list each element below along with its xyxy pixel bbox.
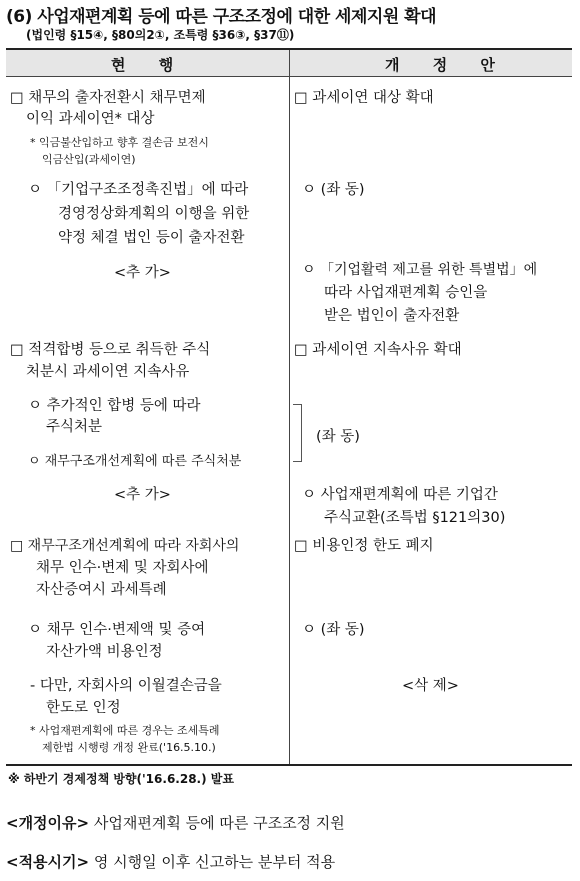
current-footnote-2: * 사업재편계획에 따른 경우는 조세특례 (30, 724, 220, 737)
current-item-2: □ 적격합병 등으로 취득한 주식 (10, 342, 211, 358)
proposed-subitem-2-cont: 주식교환(조특법 §121의30) (324, 510, 506, 526)
proposed-item-3: □ 비용인정 한도 폐지 (294, 538, 434, 554)
current-subitem-1-l2: 경영정상화계획의 이행을 위한 (58, 206, 250, 222)
proposed-deleted: <삭 제> (402, 678, 459, 694)
footnote: ※ 하반기 경제정책 방향('16.6.28.) 발표 (8, 772, 234, 786)
reason-label: <개정이유> (6, 814, 90, 832)
current-subitem-4-cont: 자산가액 비용인정 (46, 644, 163, 660)
current-item-1: □ 채무의 출자전환시 채무면제 (10, 90, 206, 106)
current-subitem-1: ㅇ 「기업구조조정촉진법」에 따라 (28, 182, 249, 198)
current-subitem-1-l3: 약정 체결 법인 등이 출자전환 (58, 230, 245, 246)
proposed-subitem-2: ㅇ 사업재편계획에 따른 기업간 (302, 487, 498, 503)
amendment-reason (6, 812, 345, 833)
current-proviso-cont: 한도로 인정 (46, 700, 121, 716)
current-footnote-1-cont: 익금산입(과세이연) (42, 153, 136, 166)
current-added-1: <추 가> (114, 265, 171, 281)
application-timing (6, 851, 335, 872)
current-footnote-1: * 익금불산입하고 향후 결손금 보전시 (30, 136, 209, 149)
current-item-1-cont: 이익 과세이연* 대상 (26, 111, 155, 127)
current-subitem-2: ㅇ 추가적인 합병 등에 따라 (28, 398, 201, 414)
current-proviso: - 다만, 자회사의 이월결손금을 (30, 678, 222, 694)
proposed-same-1: ㅇ (좌 동) (302, 182, 365, 198)
column-divider (289, 50, 290, 764)
proposed-item-1: □ 과세이연 대상 확대 (294, 90, 434, 106)
section-subtitle: (법인령 §15④, §80의2①, 조특령 §36③, §37⑪) (26, 28, 295, 42)
proposed-same-2: (좌 동) (316, 429, 360, 445)
current-item-3-l3: 자산증여시 과세특례 (36, 582, 167, 598)
proposed-subitem-1-l2: 따라 사업재편계획 승인을 (324, 285, 488, 301)
current-item-2-cont: 처분시 과세이연 지속사유 (26, 364, 190, 380)
timing-text: 영 시행일 이후 신고하는 분부터 적용 (89, 853, 336, 871)
current-added-2: <추 가> (114, 487, 171, 503)
current-item-3: □ 재무구조개선계획에 따라 자회사의 (10, 538, 240, 554)
current-subitem-3: ㅇ 재무구조개선계획에 따른 주식처분 (28, 454, 242, 469)
comparison-table (6, 48, 572, 766)
bracket-mark (293, 404, 302, 462)
proposed-subitem-1-l3: 받은 법인이 출자전환 (324, 308, 460, 324)
current-item-3-l2: 채무 인수·변제 및 자회사에 (36, 560, 209, 576)
section-title: (6) 사업재편계획 등에 따른 구조조정에 대한 세제지원 확대 (6, 7, 437, 27)
current-subitem-4: ㅇ 채무 인수·변제액 및 증여 (28, 622, 206, 638)
timing-label: <적용시기> (6, 853, 90, 871)
proposed-same-3: ㅇ (좌 동) (302, 622, 365, 638)
current-subitem-2-cont: 주식처분 (46, 419, 103, 435)
header-proposed: 개 정 안 (385, 56, 509, 74)
current-footnote-2-cont: 제한법 시행령 개정 완료('16.5.10.) (42, 741, 216, 754)
proposed-subitem-1: ㅇ 「기업활력 제고를 위한 특별법」에 (302, 262, 538, 278)
reason-text: 사업재편계획 등에 따른 구조조정 지원 (89, 814, 345, 832)
proposed-item-2: □ 과세이연 지속사유 확대 (294, 342, 462, 358)
header-current: 현 행 (111, 56, 188, 74)
